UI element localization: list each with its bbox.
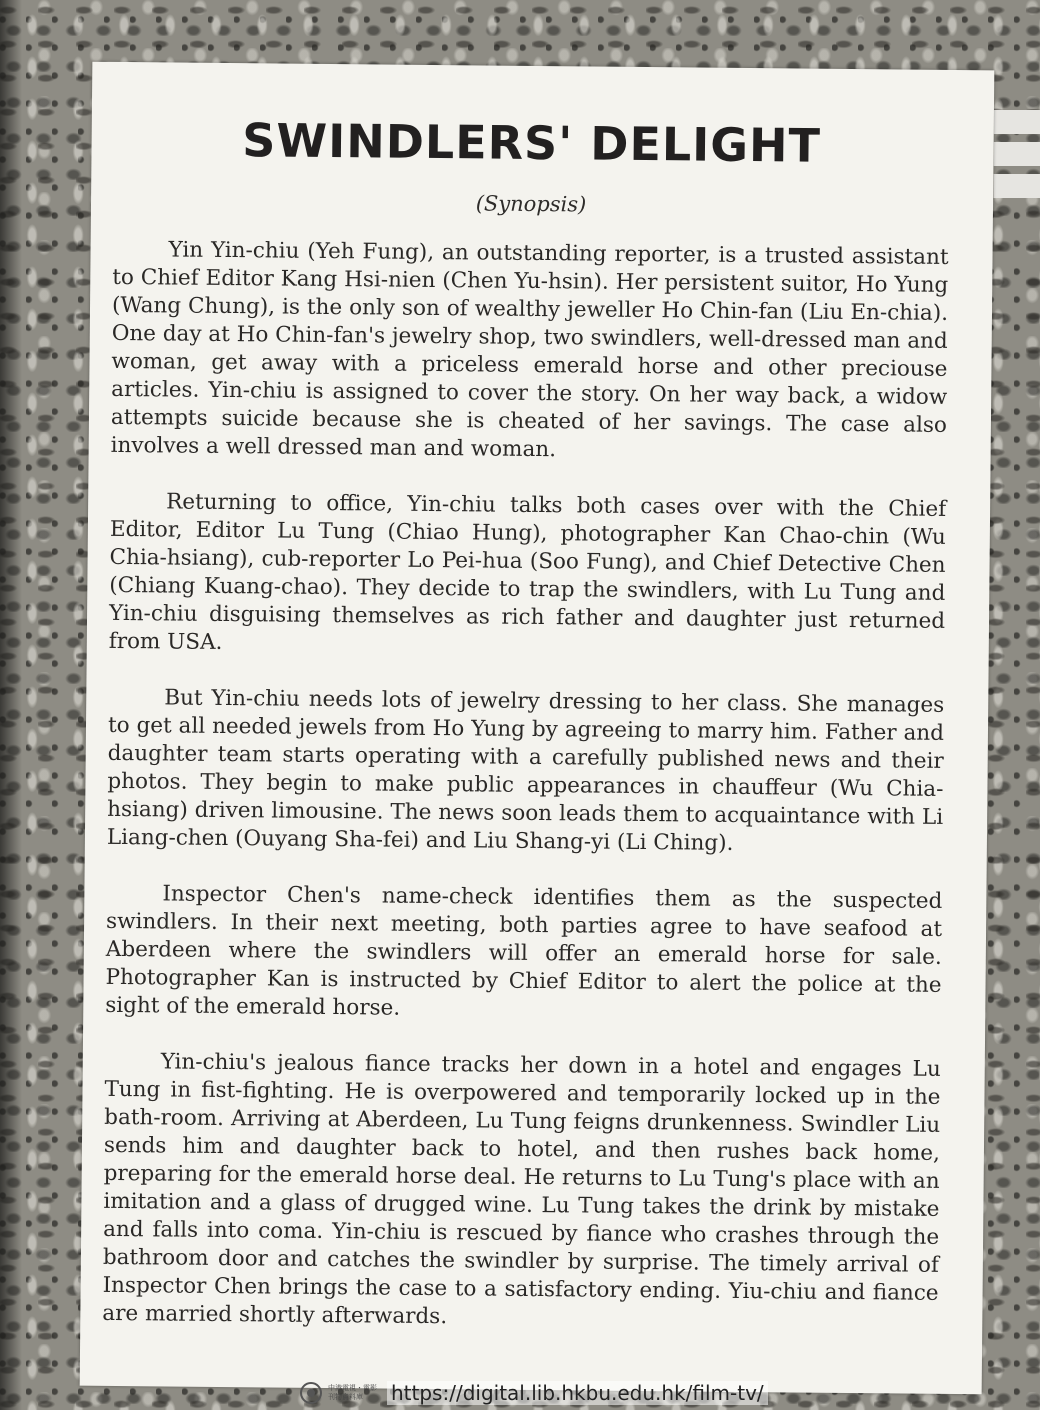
synopsis-paragraph-3: But Yin-chiu needs lots of jewelry dressing to her class. She manages to get all needed jewels from Ho Yung by agreeing to marry him. Father and daughter team starts operating with a carefully published news and their photos. They begin to make public appearances in chauffeur (Wu Chia-hsiang) driven limousine. The news soon leads them to acquaintance with Li Liang-chen (Ouyang Sha-fei) and Liu Shang-yi (Li Ching). [106, 685, 945, 856]
archive-name-line-2: 刊物資料庫 [328, 1393, 363, 1401]
archive-name-line-1: 中港電視・電影 [328, 1384, 377, 1392]
archive-watermark [300, 1378, 768, 1408]
synopsis-paragraph-1: Yin Yin-chiu (Yeh Fung), an outstanding reporter, is a trusted assistant to Chief Editor Kang Hsi-nien (Chen Yu-hsin). Her persistent suitor, Ho Yung (Wang Chung), is the only son of wealthy jeweller Ho Chin-fan (Liu En-chia). One day at Ho Chin-fan's jewelry shop, two swindlers, well-dressed man and woman, get away with a priceless emerald horse and other preciouse articles. Yin-chiu is assigned to cover the story. On her way back, a widow attempts suicide because she is cheated of her savings. The case also involves a well dressed man and woman. [110, 237, 949, 463]
index-tab [992, 142, 1040, 166]
synopsis-paragraph-5: Yin-chiu's jealous fiance tracks her down in a hotel and engages Lu Tung in fist-fighting. He is overpowered and temporarily locked up in the bath-room. Arriving at Aberdeen, Lu Tung feigns drunkenness. Swindler Liu sends him and daughter back to hotel, and then rushes back home, preparing for the emerald horse deal. He returns to Lu Tung's place with an imitation and a glass of drugged wine. Lu Tung takes the drink by mistake and falls into coma. Yin-chiu is rescued by fiance who crashes through the bathroom door and catches the swindler by surprise. The timely arrival of Inspector Chen brings the case to a satisfactory ending. Yiu-chiu and fiance are married shortly afterwards. [102, 1049, 941, 1330]
index-tab [992, 174, 1040, 198]
archive-name [328, 1384, 377, 1402]
synopsis-paragraph-4: Inspector Chen's name-check identifies them as the suspected swindlers. In their next meeting, both parties agree to have seafood at Aberdeen where the swindlers will offer an emerald horse for sale. Photographer Kan is instructed by Chief Editor to alert the police at the sight of the emerald horse. [105, 881, 943, 1021]
index-tabs [992, 110, 1040, 210]
synopsis-paragraph-2: Returning to office, Yin-chiu talks both cases over with the Chief Editor, Editor Lu Tung (Chiao Hung), photographer Kan Chao-chin (Wu Chia-hsiang), cub-reporter Lo Pei-hua (Soo Fung), and Chief Detective Chen (Chiang Kuang-chao). They decide to trap the swindlers, with Lu Tung and Yin-chiu disguising themselves as rich father and daughter just returned from USA. [108, 489, 947, 655]
synopsis-sheet [80, 62, 995, 1395]
archive-logo-icon [300, 1382, 322, 1404]
document-title: SWINDLERS' DELIGHT [242, 113, 822, 173]
index-tab [992, 110, 1040, 134]
document-subtitle: (Synopsis) [475, 191, 587, 217]
archive-url: https://digital.lib.hkbu.edu.hk/film-tv/ [387, 1381, 768, 1405]
page-edge-shadow [0, 0, 22, 1410]
